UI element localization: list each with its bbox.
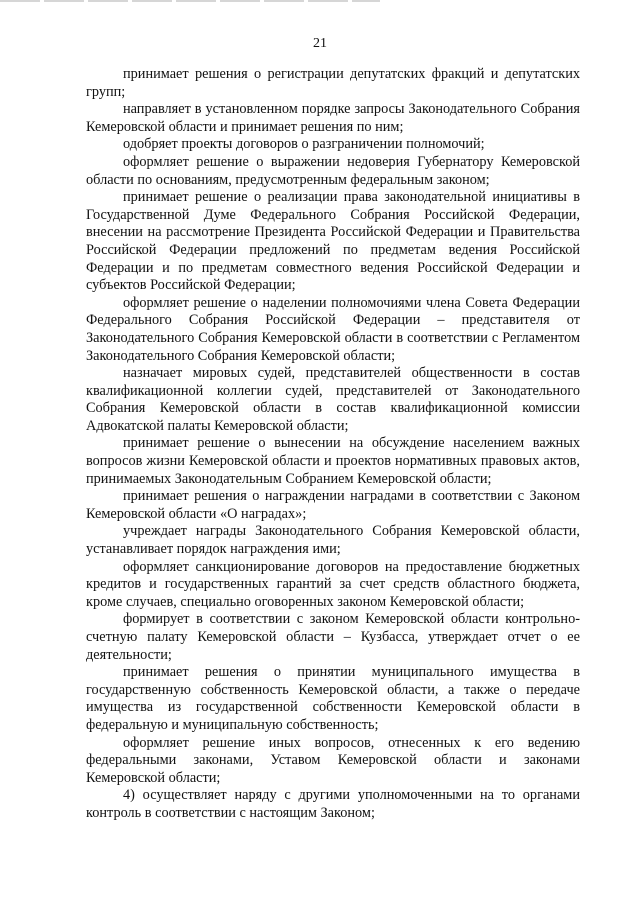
paragraph: направляет в установленном порядке запросы Законодательного Собрания Кемеровской области и принимает решения по ним;: [86, 101, 580, 135]
paragraph: оформляет санкционирование договоров на предоставление бюджетных кредитов и государственных гарантий за счет средств областного бюджета, кроме случаев, специально оговоренных законом Кемеровской области;: [86, 558, 580, 610]
paragraph: оформляет решение иных вопросов, отнесенных к его ведению федеральными законами, Уставом Кемеровской области и законами Кемеровской области;: [86, 734, 580, 786]
paragraph: принимает решения о принятии муниципального имущества в государственную собственность Кемеровской области, а также о передаче имущества из государственной собственности Кемеровской области в федеральную и муниципальную собственность;: [86, 664, 580, 733]
paragraph: принимает решения о регистрации депутатских фракций и депутатских групп;: [86, 66, 580, 100]
paragraph: одобряет проекты договоров о разграничении полномочий;: [123, 136, 485, 153]
paragraph: формирует в соответствии с законом Кемеровской области контрольно-счетную палату Кемеровской области – Кузбасса, утверждает отчет о ее деятельности;: [86, 611, 580, 663]
paragraph: оформляет решение о наделении полномочиями члена Совета Федерации Федерального Собрания Российской Федерации – представителя от Законодательного Собрания Кемеровской области в соответствии с Регламентом Законодательного Собрания Кемеровской области;: [86, 294, 580, 364]
page-number: 21: [313, 36, 327, 51]
paragraph: учреждает награды Законодательного Собрания Кемеровской области, устанавливает порядок награждения ими;: [86, 523, 580, 558]
paragraph: оформляет решение о выражении недоверия Губернатору Кемеровской области по основаниям, предусмотренным федеральным законом;: [86, 153, 580, 188]
document-body: [86, 66, 580, 823]
paragraph: 4) осуществляет наряду с другими уполномоченными на то органами контроль в соответствии с настоящим Законом;: [86, 787, 580, 821]
paragraph: назначает мировых судей, представителей общественности в состав квалификационной коллегии судей, представителей от Законодательного Собрания Кемеровской области в состав квалификационной комиссии Адвокатской палаты Кемеровской области;: [86, 365, 580, 434]
paragraph: принимает решение о реализации права законодательной инициативы в Государственной Думе Федерального Собрания Российской Федерации, внесении на рассмотрение Президента Российской Федерации и Правительства Российской Федерации предложений по предметам ведения Российской Федерации и по предметам совместного ведения Российской Федерации и субъектов Российской Федерации;: [86, 189, 580, 294]
paragraph: принимает решение о вынесении на обсуждение населением важных вопросов жизни Кемеровской области и проектов нормативных правовых актов, принимаемых Законодательным Собранием Кемеровской области;: [86, 435, 580, 487]
scan-top-edge: [0, 0, 380, 2]
paragraph: принимает решения о награждении наградами в соответствии с Законом Кемеровской области «О наградах»;: [86, 488, 580, 522]
